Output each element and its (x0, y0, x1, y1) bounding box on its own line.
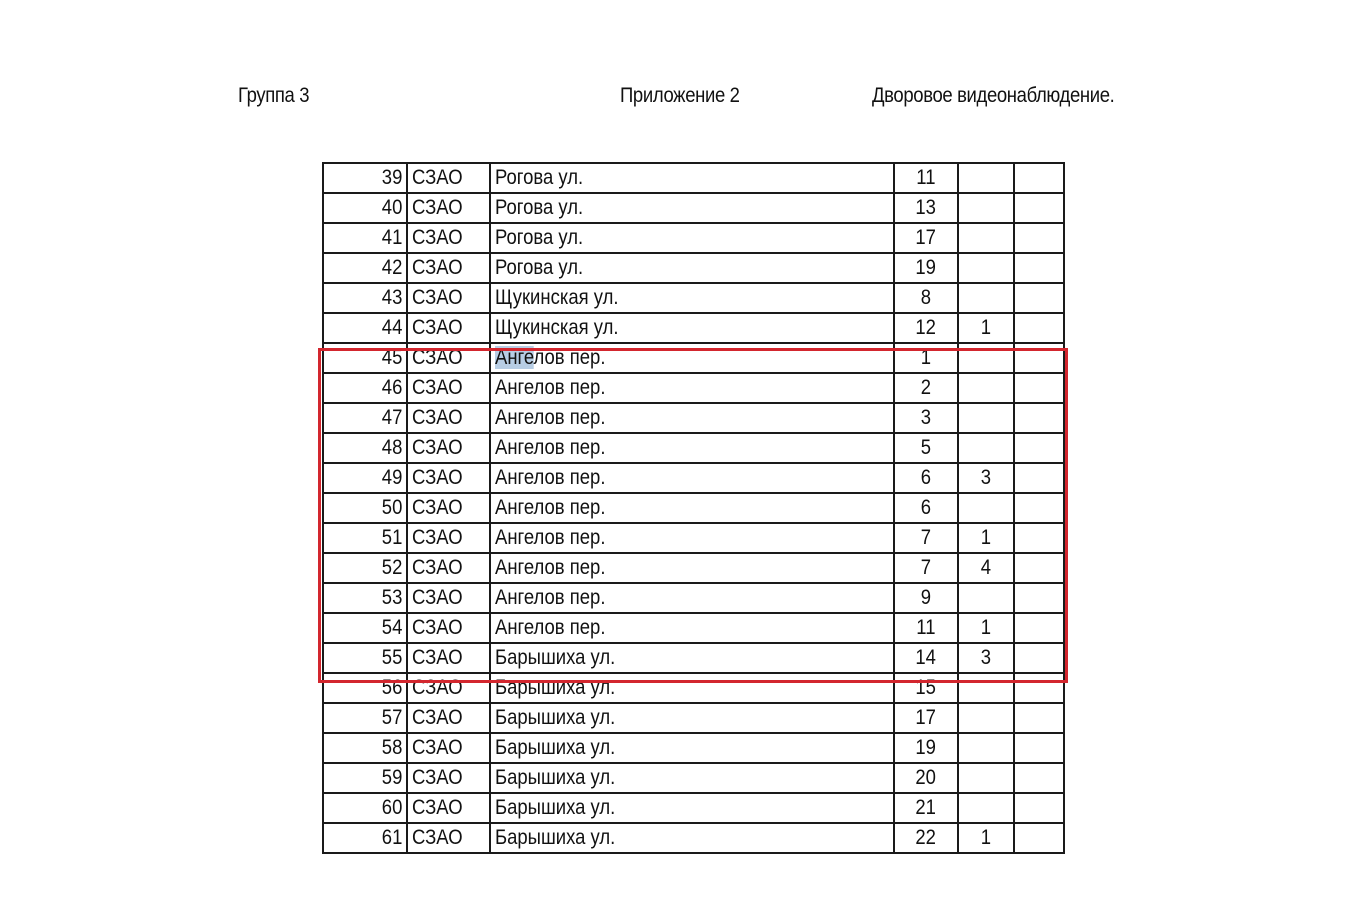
camera-count-cell-text: 4 (980, 556, 992, 579)
table-row (323, 463, 1064, 493)
house-number-cell-text: 1 (920, 346, 932, 369)
district-cell-text: СЗАО (412, 766, 463, 789)
extra-cell[interactable] (1014, 613, 1064, 643)
table-row (323, 523, 1064, 553)
district-cell-text: СЗАО (412, 286, 463, 309)
extra-cell[interactable] (1014, 283, 1064, 313)
camera-count-cell[interactable] (958, 313, 1014, 343)
row-number-cell[interactable] (323, 793, 407, 823)
row-number-cell[interactable] (323, 403, 407, 433)
extra-cell[interactable] (1014, 553, 1064, 583)
street-cell[interactable] (490, 283, 894, 313)
row-number-cell[interactable] (323, 253, 407, 283)
row-number-cell-text: 44 (381, 316, 402, 339)
house-number-cell[interactable] (894, 733, 958, 763)
district-cell-text: СЗАО (412, 376, 463, 399)
street-cell[interactable] (490, 373, 894, 403)
house-number-cell-text: 2 (920, 376, 932, 399)
extra-cell[interactable] (1014, 763, 1064, 793)
row-number-cell-text: 61 (381, 826, 402, 849)
district-cell[interactable] (407, 793, 490, 823)
extra-cell[interactable] (1014, 493, 1064, 523)
district-cell-text: СЗАО (412, 436, 463, 459)
text-selection: Анге (495, 346, 534, 369)
row-number-cell-text: 55 (381, 646, 402, 669)
district-cell-text: СЗАО (412, 406, 463, 429)
street-cell-text: Ангелов пер. (495, 526, 606, 549)
house-number-cell-text: 11 (916, 616, 936, 639)
camera-count-cell-text: 1 (980, 316, 992, 339)
camera-count-cell[interactable] (958, 433, 1014, 463)
extra-cell[interactable] (1014, 643, 1064, 673)
camera-count-cell[interactable] (958, 583, 1014, 613)
district-cell-text: СЗАО (412, 256, 463, 279)
street-cell[interactable] (490, 313, 894, 343)
street-cell-text: Барышиха ул. (495, 706, 616, 729)
camera-count-cell-text: 1 (980, 526, 992, 549)
house-number-cell[interactable] (894, 163, 958, 193)
row-number-cell-text: 43 (381, 286, 402, 309)
street-cell[interactable] (490, 463, 894, 493)
row-number-cell[interactable] (323, 373, 407, 403)
extra-cell[interactable] (1014, 463, 1064, 493)
house-number-cell-text: 3 (920, 406, 932, 429)
street-cell[interactable] (490, 493, 894, 523)
street-cell-text: Барышиха ул. (495, 646, 616, 669)
district-cell-text: СЗАО (412, 226, 463, 249)
district-cell-text: СЗАО (412, 736, 463, 759)
street-cell-text: Ангелов пер. (495, 466, 606, 489)
street-cell[interactable] (490, 643, 894, 673)
row-number-cell[interactable] (323, 763, 407, 793)
district-cell-text: СЗАО (412, 646, 463, 669)
district-cell-text: СЗАО (412, 556, 463, 579)
street-cell-text: Щукинская ул. (495, 316, 619, 339)
group-label: Группа 3 (238, 84, 310, 107)
district-cell-text: СЗАО (412, 346, 463, 369)
house-number-cell-text: 20 (915, 766, 937, 789)
camera-count-cell[interactable] (958, 283, 1014, 313)
street-cell[interactable] (490, 763, 894, 793)
district-cell[interactable] (407, 583, 490, 613)
house-number-cell-text: 8 (920, 286, 932, 309)
district-cell[interactable] (407, 493, 490, 523)
table-row (323, 373, 1064, 403)
table-row (323, 493, 1064, 523)
extra-cell[interactable] (1014, 433, 1064, 463)
street-cell[interactable] (490, 163, 894, 193)
camera-count-cell[interactable] (958, 373, 1014, 403)
row-number-cell-text: 51 (381, 526, 402, 549)
table-row (323, 643, 1064, 673)
house-number-cell[interactable] (894, 823, 958, 853)
district-cell[interactable] (407, 253, 490, 283)
table-row (323, 823, 1064, 853)
camera-count-cell[interactable] (958, 793, 1014, 823)
district-cell[interactable] (407, 703, 490, 733)
extra-cell[interactable] (1014, 793, 1064, 823)
house-number-cell-text: 17 (915, 706, 937, 729)
address-table (322, 162, 1065, 854)
district-cell[interactable] (407, 463, 490, 493)
row-number-cell-text: 59 (381, 766, 402, 789)
house-number-cell[interactable] (894, 643, 958, 673)
row-number-cell-text: 40 (381, 196, 402, 219)
table-row (323, 193, 1064, 223)
row-number-cell-text: 56 (381, 676, 402, 699)
camera-count-cell[interactable] (958, 193, 1014, 223)
district-cell[interactable] (407, 313, 490, 343)
street-cell[interactable] (490, 553, 894, 583)
house-number-cell[interactable] (894, 373, 958, 403)
camera-count-cell[interactable] (958, 463, 1014, 493)
district-cell[interactable] (407, 193, 490, 223)
row-number-cell-text: 46 (381, 376, 402, 399)
table-row (323, 343, 1064, 373)
house-number-cell[interactable] (894, 253, 958, 283)
extra-cell[interactable] (1014, 823, 1064, 853)
camera-count-cell[interactable] (958, 343, 1014, 373)
row-number-cell-text: 41 (381, 226, 402, 249)
street-rest-text: лов пер. (533, 346, 606, 369)
house-number-cell-text: 22 (915, 826, 937, 849)
house-number-cell[interactable] (894, 763, 958, 793)
street-cell-text: Щукинская ул. (495, 286, 619, 309)
appendix-label: Приложение 2 (620, 84, 740, 107)
district-cell[interactable] (407, 283, 490, 313)
house-number-cell[interactable] (894, 313, 958, 343)
table-row (323, 163, 1064, 193)
extra-cell[interactable] (1014, 523, 1064, 553)
extra-cell[interactable] (1014, 253, 1064, 283)
street-cell[interactable] (490, 673, 894, 703)
district-cell-text: СЗАО (412, 496, 463, 519)
house-number-cell[interactable] (894, 283, 958, 313)
camera-count-cell[interactable] (958, 223, 1014, 253)
house-number-cell[interactable] (894, 403, 958, 433)
house-number-cell-text: 13 (915, 196, 937, 219)
row-number-cell[interactable] (323, 283, 407, 313)
row-number-cell-text: 45 (381, 346, 402, 369)
house-number-cell-text: 6 (920, 466, 932, 489)
house-number-cell-text: 6 (920, 496, 932, 519)
district-cell[interactable] (407, 673, 490, 703)
house-number-cell[interactable] (894, 613, 958, 643)
row-number-cell-text: 52 (381, 556, 402, 579)
street-cell[interactable] (490, 793, 894, 823)
street-cell-text: Барышиха ул. (495, 796, 616, 819)
row-number-cell[interactable] (323, 613, 407, 643)
row-number-cell[interactable] (323, 313, 407, 343)
street-cell-text (495, 344, 605, 372)
street-cell-text: Ангелов пер. (495, 406, 606, 429)
row-number-cell[interactable] (323, 643, 407, 673)
house-number-cell[interactable] (894, 493, 958, 523)
table-row (323, 253, 1064, 283)
street-cell-text: Ангелов пер. (495, 496, 606, 519)
row-number-cell[interactable] (323, 703, 407, 733)
street-cell[interactable] (490, 253, 894, 283)
table-row (323, 613, 1064, 643)
camera-count-cell[interactable] (958, 703, 1014, 733)
house-number-cell-text: 21 (915, 796, 937, 819)
row-number-cell[interactable] (323, 523, 407, 553)
house-number-cell[interactable] (894, 583, 958, 613)
district-cell[interactable] (407, 523, 490, 553)
street-cell-text: Рогова ул. (495, 196, 584, 219)
district-cell[interactable] (407, 373, 490, 403)
district-cell[interactable] (407, 823, 490, 853)
district-cell-text: СЗАО (412, 616, 463, 639)
extra-cell[interactable] (1014, 193, 1064, 223)
district-cell-text: СЗАО (412, 316, 463, 339)
district-cell-text: СЗАО (412, 466, 463, 489)
camera-count-cell[interactable] (958, 523, 1014, 553)
document-title: Дворовое видеонаблюдение. (872, 84, 1115, 107)
house-number-cell[interactable] (894, 703, 958, 733)
camera-count-cell[interactable] (958, 673, 1014, 703)
camera-count-cell[interactable] (958, 613, 1014, 643)
house-number-cell-text: 19 (915, 256, 937, 279)
street-cell-text: Ангелов пер. (495, 436, 606, 459)
table-row (323, 733, 1064, 763)
district-cell[interactable] (407, 433, 490, 463)
street-cell-text: Ангелов пер. (495, 616, 606, 639)
extra-cell[interactable] (1014, 223, 1064, 253)
camera-count-cell[interactable] (958, 493, 1014, 523)
camera-count-cell-text: 3 (980, 466, 992, 489)
district-cell[interactable] (407, 403, 490, 433)
row-number-cell[interactable] (323, 823, 407, 853)
district-cell-text: СЗАО (412, 586, 463, 609)
camera-count-cell[interactable] (958, 253, 1014, 283)
table-row (323, 403, 1064, 433)
camera-count-cell[interactable] (958, 823, 1014, 853)
street-cell-text: Барышиха ул. (495, 826, 616, 849)
table-row (323, 313, 1064, 343)
extra-cell[interactable] (1014, 583, 1064, 613)
table-row (323, 673, 1064, 703)
camera-count-cell-text: 1 (980, 616, 992, 639)
street-cell-text: Ангелов пер. (495, 556, 606, 579)
extra-cell[interactable] (1014, 703, 1064, 733)
district-cell-text: СЗАО (412, 166, 463, 189)
table-row (323, 433, 1064, 463)
street-cell-text: Барышиха ул. (495, 766, 616, 789)
row-number-cell[interactable] (323, 343, 407, 373)
row-number-cell[interactable] (323, 463, 407, 493)
house-number-cell-text: 19 (915, 736, 937, 759)
table-row (323, 223, 1064, 253)
table-row (323, 793, 1064, 823)
row-number-cell[interactable] (323, 493, 407, 523)
extra-cell[interactable] (1014, 373, 1064, 403)
district-cell[interactable] (407, 643, 490, 673)
street-cell[interactable] (490, 433, 894, 463)
row-number-cell-text: 50 (381, 496, 402, 519)
camera-count-cell-text: 1 (980, 826, 992, 849)
row-number-cell[interactable] (323, 163, 407, 193)
district-cell[interactable] (407, 223, 490, 253)
street-cell-text: Ангелов пер. (495, 586, 606, 609)
house-number-cell-text: 9 (920, 586, 932, 609)
house-number-cell[interactable] (894, 193, 958, 223)
house-number-cell[interactable] (894, 553, 958, 583)
camera-count-cell[interactable] (958, 733, 1014, 763)
row-number-cell[interactable] (323, 733, 407, 763)
extra-cell[interactable] (1014, 313, 1064, 343)
district-cell[interactable] (407, 733, 490, 763)
house-number-cell[interactable] (894, 793, 958, 823)
extra-cell[interactable] (1014, 403, 1064, 433)
house-number-cell-text: 14 (915, 646, 937, 669)
district-cell-text: СЗАО (412, 706, 463, 729)
district-cell[interactable] (407, 763, 490, 793)
house-number-cell[interactable] (894, 433, 958, 463)
street-cell-text: Ангелов пер. (495, 376, 606, 399)
row-number-cell-text: 60 (381, 796, 402, 819)
row-number-cell[interactable] (323, 673, 407, 703)
camera-count-cell-text: 3 (980, 646, 992, 669)
street-cell[interactable] (490, 523, 894, 553)
house-number-cell-text: 15 (915, 676, 937, 699)
district-cell[interactable] (407, 163, 490, 193)
house-number-cell-text: 7 (920, 526, 932, 549)
table-row (323, 763, 1064, 793)
row-number-cell-text: 53 (381, 586, 402, 609)
house-number-cell[interactable] (894, 523, 958, 553)
street-cell[interactable] (490, 823, 894, 853)
house-number-cell-text: 7 (920, 556, 932, 579)
row-number-cell[interactable] (323, 583, 407, 613)
row-number-cell[interactable] (323, 433, 407, 463)
district-cell-text: СЗАО (412, 526, 463, 549)
house-number-cell-text: 11 (916, 166, 936, 189)
row-number-cell-text: 57 (381, 706, 402, 729)
district-cell[interactable] (407, 343, 490, 373)
street-cell-text: Рогова ул. (495, 256, 584, 279)
house-number-cell[interactable] (894, 223, 958, 253)
row-number-cell-text: 58 (381, 736, 402, 759)
row-number-cell-text: 42 (381, 256, 402, 279)
street-cell[interactable] (490, 583, 894, 613)
street-cell-text: Рогова ул. (495, 226, 584, 249)
street-cell[interactable] (490, 733, 894, 763)
row-number-cell-text: 48 (381, 436, 402, 459)
row-number-cell-text: 54 (381, 616, 402, 639)
extra-cell[interactable] (1014, 673, 1064, 703)
camera-count-cell[interactable] (958, 403, 1014, 433)
street-cell-text: Барышиха ул. (495, 736, 616, 759)
table-row (323, 703, 1064, 733)
district-cell-text: СЗАО (412, 826, 463, 849)
street-cell[interactable] (490, 343, 894, 373)
street-cell[interactable] (490, 403, 894, 433)
table-row (323, 553, 1064, 583)
house-number-cell[interactable] (894, 343, 958, 373)
row-number-cell[interactable] (323, 193, 407, 223)
row-number-cell-text: 49 (381, 466, 402, 489)
table-row (323, 583, 1064, 613)
camera-count-cell[interactable] (958, 163, 1014, 193)
house-number-cell-text: 12 (915, 316, 937, 339)
house-number-cell-text: 17 (915, 226, 937, 249)
street-cell[interactable] (490, 703, 894, 733)
extra-cell[interactable] (1014, 163, 1064, 193)
district-cell[interactable] (407, 553, 490, 583)
district-cell-text: СЗАО (412, 796, 463, 819)
extra-cell[interactable] (1014, 733, 1064, 763)
row-number-cell[interactable] (323, 223, 407, 253)
street-cell[interactable] (490, 223, 894, 253)
row-number-cell[interactable] (323, 553, 407, 583)
camera-count-cell[interactable] (958, 763, 1014, 793)
extra-cell[interactable] (1014, 343, 1064, 373)
street-cell-text: Барышиха ул. (495, 676, 616, 699)
street-cell[interactable] (490, 613, 894, 643)
table-row (323, 283, 1064, 313)
camera-count-cell[interactable] (958, 643, 1014, 673)
house-number-cell[interactable] (894, 673, 958, 703)
street-cell-text: Рогова ул. (495, 166, 584, 189)
house-number-cell[interactable] (894, 463, 958, 493)
street-cell[interactable] (490, 193, 894, 223)
district-cell-text: СЗАО (412, 676, 463, 699)
district-cell-text: СЗАО (412, 196, 463, 219)
row-number-cell-text: 47 (381, 406, 402, 429)
house-number-cell-text: 5 (920, 436, 932, 459)
camera-count-cell[interactable] (958, 553, 1014, 583)
row-number-cell-text: 39 (381, 166, 402, 189)
district-cell[interactable] (407, 613, 490, 643)
